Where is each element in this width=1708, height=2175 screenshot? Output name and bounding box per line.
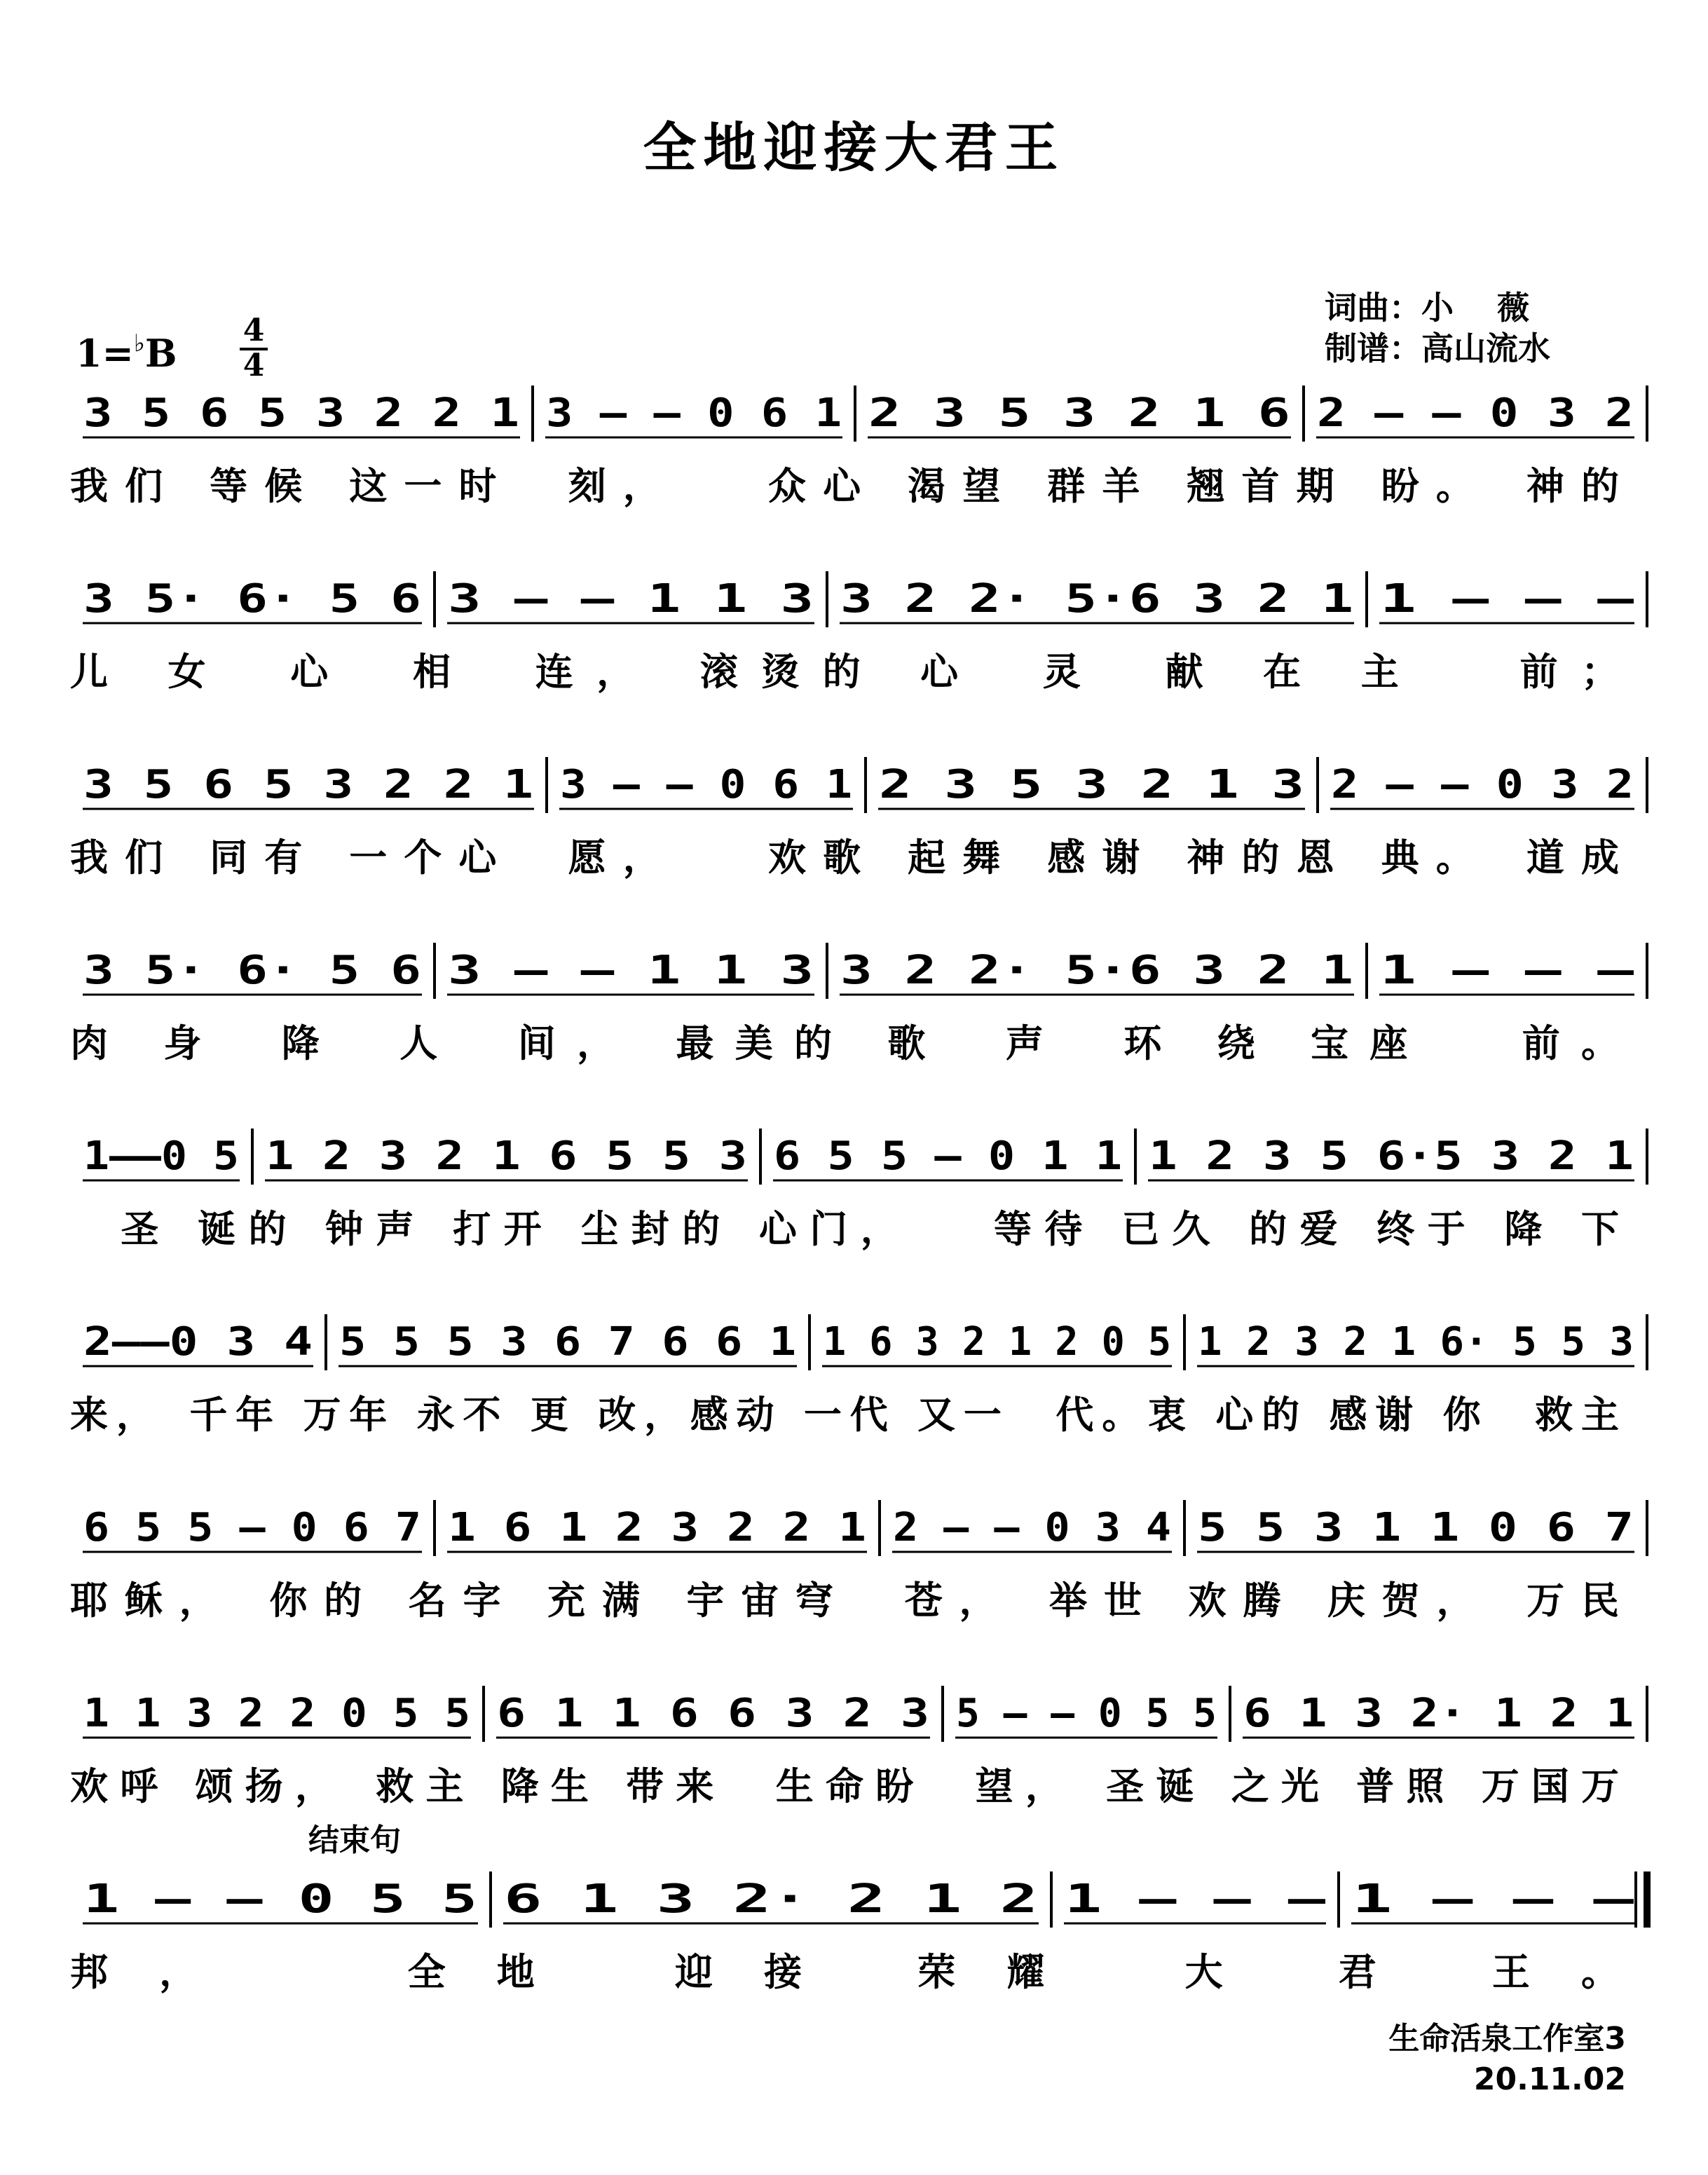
notation-label: 制谱： [1325,329,1421,367]
measure-notes: 1 – – – [1352,1876,1634,1922]
measure-notes: 3 5 6 5 3 2 2 1 [83,390,519,436]
score-system [70,757,1647,880]
measure-notes: 1 6 1 2 3 2 2 1 [448,1505,866,1550]
measure-notes: 2 3 5 3 2 1 3 [879,762,1304,807]
measure-notes: 3 5· 6· 5 6 [83,948,421,993]
score-system [70,1314,1647,1437]
lyric-line: 肉 身 降 人 间， 最美的 歌 声 环 绕 宝座 前。 [70,1021,1619,1065]
lyric-line: 我们 等候 这一时 刻， 众心 渴望 群羊 翘首期 盼。 神的 [70,464,1619,508]
measure-notes: 5 5 3 1 1 0 6 7 [1198,1505,1634,1550]
measure-notes: 6 5 5 – 0 6 7 [83,1505,421,1550]
time-signature-bottom: 4 [242,348,265,383]
lyric-line: 来， 千年 万年 永不 更 改，感动 一代 又一 代。衷 心的 感谢 你 救主 [70,1393,1619,1437]
time-signature-top: 4 [240,315,268,350]
measure-notes: 3 – – 1 1 3 [448,948,814,993]
measure-notes: 3 – – 0 6 1 [546,390,842,436]
date-stamp: 20.11.02 [1473,2061,1626,2097]
measure-notes: 3 – – 0 6 1 [560,762,852,807]
measure-notes: 5 5 5 3 6 7 6 6 1 [339,1319,796,1365]
measure-notes: 3 2 2· 5·6 3 2 1 [840,576,1353,622]
lyric-line: 邦， 全地 迎接 荣耀 大 君 王。 [70,1950,1619,1994]
ending-annotation: 结束句 [308,1822,401,1858]
key-note: B [144,331,177,376]
lyric-line: 圣 诞的 钟声 打开 尘封的 心门， 等待 已久 的爱 终于 降 下 [70,1207,1619,1251]
score-system [70,1500,1647,1623]
score-title: 全地迎接大君王 [643,116,1065,179]
measure-notes: 5 – – 0 5 5 [956,1691,1217,1736]
measure-notes: 3 – – 1 1 3 [448,576,814,622]
score-system [70,386,1647,508]
measure-notes: 6 5 5 – 0 1 1 [774,1133,1122,1179]
measure-notes: 6 1 3 2· 1 2 1 [1243,1691,1634,1736]
measure-notes: 1 – – – [1380,576,1634,622]
lyric-line: 耶稣， 你的 名字 充满 宇宙穹 苍， 举世 欢腾 庆贺， 万民 [70,1579,1619,1623]
measure-notes: 1 – – – [1065,1876,1326,1922]
measure-notes: 1 2 3 2 1 6· 5 5 3 [1198,1319,1634,1365]
measure-notes: 1 2 3 2 1 6 5 5 3 [266,1133,747,1179]
studio-stamp [1297,2019,1626,2100]
score-system [70,943,1647,1065]
flat-symbol: ♭ [133,329,145,357]
lyric-line: 儿 女 心 相 连， 滚烫的 心 灵 献 在 主 前； [70,650,1619,694]
measure-notes: 3 2 2· 5·6 3 2 1 [840,948,1353,993]
measure-notes: 1 1 3 2 2 0 5 5 [83,1691,470,1736]
measure-notes: 2 – – 0 3 2 [1317,390,1634,436]
measure-notes: 2––0 3 4 [83,1319,313,1365]
measure-notes: 2 – – 0 3 2 [1331,762,1634,807]
measure-notes: 1 6 3 2 1 2 0 5 [823,1319,1171,1365]
score-system [70,1686,1647,1808]
measure-notes: 1 – – 0 5 5 [83,1876,477,1922]
composer-label: 词曲： [1325,289,1421,327]
composer-name: 小 薇 [1421,289,1530,327]
measure-notes: 3 5 6 5 3 2 2 1 [83,762,533,807]
lyric-line: 欢呼 颂扬， 救主 降生 带来 生命盼 望， 圣诞 之光 普照 万国万 [70,1764,1619,1808]
score-system [70,1129,1647,1251]
measure-notes: 3 5· 6· 5 6 [83,576,421,622]
studio-name: 生命活泉工作室3 [1388,2021,1626,2057]
key-prefix: 1= [76,331,134,376]
score-system [70,571,1647,694]
notation-name: 高山流水 [1421,329,1550,367]
measure-notes: 2 – – 0 3 4 [893,1505,1171,1550]
measure-notes: 1 – – – [1380,948,1634,993]
measure-notes: 2 3 5 3 2 1 6 [868,390,1290,436]
measure-notes: 6 1 1 6 6 3 2 3 [497,1691,929,1736]
measure-notes: 1––0 5 [83,1133,239,1179]
lyric-line: 我们 同有 一个心 愿， 欢歌 起舞 感谢 神的恩 典。 道成 [70,836,1619,880]
measure-notes: 1 2 3 5 6·5 3 2 1 [1149,1133,1634,1179]
score-system [70,1871,1647,1994]
measure-notes: 6 1 3 2· 2 1 2 [504,1876,1038,1922]
